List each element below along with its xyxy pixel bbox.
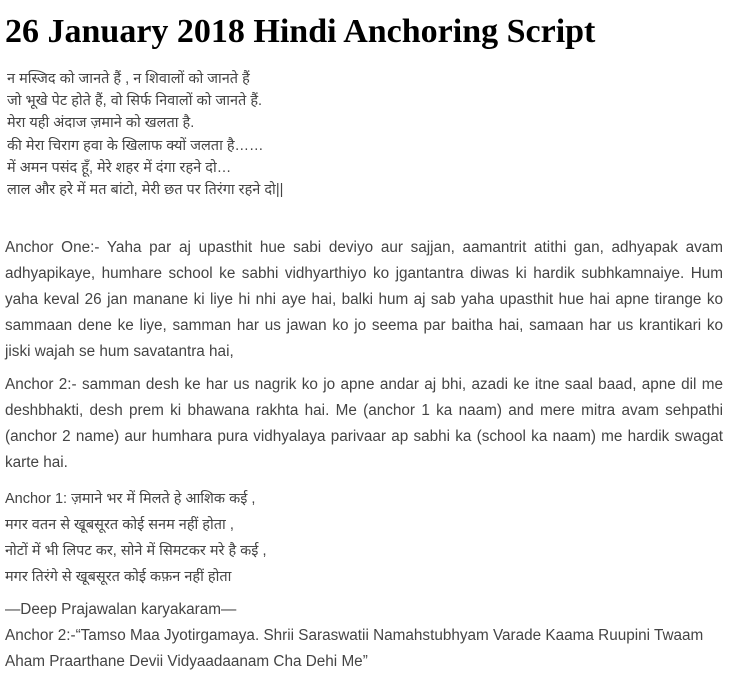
verse-line: मगर तिरंगे से खूबसूरत कोई कफ़न नहीं होता: [5, 569, 232, 585]
anchor-invocation: Anchor 2:-“Tamso Maa Jyotirgamaya. Shrii Saraswatii Namahstubhyam Varade Kaama Ruupini Twaam Aham Praarthane Devii Vidyaadaanam Cha Dehi Me”: [5, 627, 704, 670]
anchor-one-paragraph: Anchor One:- Yaha par aj upasthit hue sabi deviyo aur sajjan, aamantrit atithi gan, adhyapak avam adhyapikaye, humhare school ke sabhi vidhyarthiyo ko jgantantra diwas ki hardik subhkamnaiye. Hum yaha keval 26 jan manane ki liye hi nhi aye hai, balki hum aj sab yaha upasthit hue hai apne tirange ko sammaan dene ke liye, samman har us jawan ko jo seema par baitha hai, samaan har us krantikari ko jiski wajah se hum savatantra hai,: [5, 239, 723, 360]
poem-line: मेरा यही अंदाज ज़माने को खलता है.: [7, 115, 195, 132]
anchor-one-verse: [5, 486, 267, 590]
poem-line: में अमन पसंद हूँ, मेरे शहर में दंगा रहने दो…: [7, 159, 232, 176]
verse-line: Anchor 1: ज़माने भर में मिलते हे आशिक कई ,: [5, 491, 256, 507]
poem-line: जो भूखे पेट होते हैं, वो सिर्फ निवालों को जानते हैं.: [7, 93, 263, 110]
program-line: —Deep Prajawalan karyakaram—: [5, 601, 237, 618]
poem-line: न मस्जिद को जानते हैं , न शिवालों को जानते हैं: [7, 71, 250, 87]
anchor-two-paragraph: Anchor 2:- samman desh ke har us nagrik ko jo apne andar aj bhi, azadi ke itne saal baad, apne dil me deshbhakti, desh prem ki bhawana rakhta hai. Me (anchor 1 ka naam) and mere mitra avam sehpathi (anchor 2 name) aur humhara pura vidhyalaya parivaar ap sabhi ka (school ka naam) me hardik swagat karte hai.: [5, 376, 723, 471]
verse-line: नोटों में भी लिपट कर, सोने में सिमटकर मरे है कई ,: [5, 543, 267, 559]
verse-line: मगर वतन से खूबसूरत कोई सनम नहीं होता ,: [5, 517, 234, 533]
poem-line: लाल और हरे में मत बांटो, मेरी छत पर तिरंगा रहने दो||: [7, 182, 284, 199]
closing-section: [5, 597, 723, 675]
poem-line: की मेरा चिराग हवा के खिलाफ क्यों जलता है……: [7, 137, 264, 154]
opening-poem: [7, 68, 283, 201]
article-title: 26 January 2018 Hindi Anchoring Script: [5, 13, 596, 50]
